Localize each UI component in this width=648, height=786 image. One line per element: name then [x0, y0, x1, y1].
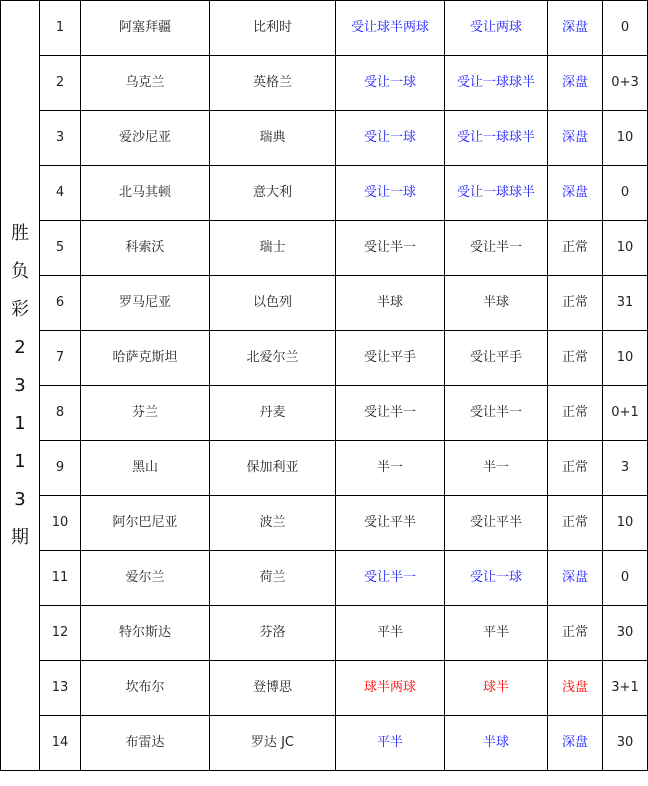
table-row [1, 716, 648, 771]
table-row [1, 1, 648, 56]
match-number-cell: 12 [40, 606, 81, 661]
score-cell: 10 [603, 221, 648, 276]
handicap-current-cell: 受让一球 [445, 551, 548, 606]
score-cell: 10 [603, 496, 648, 551]
issue-title-char: 3 [14, 374, 26, 396]
handicap-depth-cell: 深盘 [548, 716, 603, 771]
handicap-initial-cell: 平半 [336, 716, 445, 771]
issue-title-char: 胜 [11, 222, 29, 244]
handicap-depth-cell: 正常 [548, 221, 603, 276]
score-cell: 10 [603, 331, 648, 386]
handicap-depth-cell: 深盘 [548, 56, 603, 111]
table-row [1, 56, 648, 111]
issue-title-char: 负 [11, 260, 29, 282]
handicap-depth-cell: 正常 [548, 276, 603, 331]
handicap-initial-cell: 受让平手 [336, 331, 445, 386]
match-number-cell: 1 [40, 1, 81, 56]
handicap-current-cell: 受让一球球半 [445, 111, 548, 166]
handicap-initial-cell: 球半两球 [336, 661, 445, 716]
match-number-cell: 13 [40, 661, 81, 716]
away-team-cell: 荷兰 [210, 551, 336, 606]
home-team-cell: 爱尔兰 [81, 551, 210, 606]
handicap-current-cell: 半球 [445, 716, 548, 771]
score-cell: 0+3 [603, 56, 648, 111]
away-team-cell: 保加利亚 [210, 441, 336, 496]
handicap-current-cell: 球半 [445, 661, 548, 716]
score-cell: 31 [603, 276, 648, 331]
table-row [1, 111, 648, 166]
handicap-current-cell: 受让半一 [445, 386, 548, 441]
match-number-cell: 3 [40, 111, 81, 166]
match-number-cell: 6 [40, 276, 81, 331]
handicap-initial-cell: 半球 [336, 276, 445, 331]
handicap-initial-cell: 半一 [336, 441, 445, 496]
handicap-depth-cell: 正常 [548, 441, 603, 496]
handicap-current-cell: 半一 [445, 441, 548, 496]
table-row [1, 661, 648, 716]
table-row [1, 606, 648, 661]
issue-title-char: 3 [14, 488, 26, 510]
match-number-cell: 9 [40, 441, 81, 496]
away-team-cell: 北爱尔兰 [210, 331, 336, 386]
issue-title-char: 1 [14, 450, 26, 472]
table-row [1, 221, 648, 276]
handicap-depth-cell: 正常 [548, 386, 603, 441]
score-cell: 30 [603, 606, 648, 661]
handicap-current-cell: 受让半一 [445, 221, 548, 276]
handicap-initial-cell: 受让球半两球 [336, 1, 445, 56]
match-number-cell: 11 [40, 551, 81, 606]
handicap-depth-cell: 正常 [548, 606, 603, 661]
score-cell: 0+1 [603, 386, 648, 441]
away-team-cell: 瑞典 [210, 111, 336, 166]
away-team-cell: 登博思 [210, 661, 336, 716]
match-number-cell: 2 [40, 56, 81, 111]
table-row [1, 276, 648, 331]
handicap-current-cell: 受让平手 [445, 331, 548, 386]
handicap-depth-cell: 浅盘 [548, 661, 603, 716]
handicap-initial-cell: 受让平半 [336, 496, 445, 551]
table-row [1, 551, 648, 606]
home-team-cell: 科索沃 [81, 221, 210, 276]
away-team-cell: 芬洛 [210, 606, 336, 661]
handicap-depth-cell: 深盘 [548, 551, 603, 606]
score-cell: 3 [603, 441, 648, 496]
away-team-cell: 比利时 [210, 1, 336, 56]
table-row [1, 386, 648, 441]
away-team-cell: 丹麦 [210, 386, 336, 441]
away-team-cell: 波兰 [210, 496, 336, 551]
home-team-cell: 哈萨克斯坦 [81, 331, 210, 386]
handicap-initial-cell: 受让一球 [336, 166, 445, 221]
match-number-cell: 5 [40, 221, 81, 276]
handicap-current-cell: 受让平半 [445, 496, 548, 551]
handicap-depth-cell: 深盘 [548, 166, 603, 221]
issue-title-char: 1 [14, 412, 26, 434]
handicap-current-cell: 受让一球球半 [445, 166, 548, 221]
home-team-cell: 布雷达 [81, 716, 210, 771]
handicap-depth-cell: 正常 [548, 331, 603, 386]
home-team-cell: 乌克兰 [81, 56, 210, 111]
away-team-cell: 以色列 [210, 276, 336, 331]
match-number-cell: 14 [40, 716, 81, 771]
handicap-depth-cell: 深盘 [548, 1, 603, 56]
away-team-cell: 罗达 JC [210, 716, 336, 771]
home-team-cell: 罗马尼亚 [81, 276, 210, 331]
handicap-initial-cell: 受让半一 [336, 221, 445, 276]
home-team-cell: 北马其顿 [81, 166, 210, 221]
away-team-cell: 瑞士 [210, 221, 336, 276]
handicap-current-cell: 受让一球球半 [445, 56, 548, 111]
handicap-current-cell: 平半 [445, 606, 548, 661]
home-team-cell: 黑山 [81, 441, 210, 496]
home-team-cell: 坎布尔 [81, 661, 210, 716]
score-cell: 30 [603, 716, 648, 771]
table-row [1, 441, 648, 496]
issue-title-char: 彩 [11, 298, 29, 320]
home-team-cell: 阿塞拜疆 [81, 1, 210, 56]
score-cell: 3+1 [603, 661, 648, 716]
home-team-cell: 特尔斯达 [81, 606, 210, 661]
match-number-cell: 7 [40, 331, 81, 386]
handicap-initial-cell: 受让半一 [336, 386, 445, 441]
match-number-cell: 4 [40, 166, 81, 221]
handicap-current-cell: 受让两球 [445, 1, 548, 56]
score-cell: 10 [603, 111, 648, 166]
handicap-initial-cell: 平半 [336, 606, 445, 661]
table-body [1, 1, 648, 771]
home-team-cell: 阿尔巴尼亚 [81, 496, 210, 551]
table-row [1, 331, 648, 386]
home-team-cell: 芬兰 [81, 386, 210, 441]
match-number-cell: 10 [40, 496, 81, 551]
table-row [1, 166, 648, 221]
table-row [1, 496, 648, 551]
score-cell: 0 [603, 1, 648, 56]
handicap-initial-cell: 受让一球 [336, 56, 445, 111]
issue-title [1, 1, 40, 771]
handicap-depth-cell: 正常 [548, 496, 603, 551]
away-team-cell: 英格兰 [210, 56, 336, 111]
match-number-cell: 8 [40, 386, 81, 441]
handicap-depth-cell: 深盘 [548, 111, 603, 166]
score-cell: 0 [603, 166, 648, 221]
home-team-cell: 爱沙尼亚 [81, 111, 210, 166]
issue-title-char: 2 [14, 336, 26, 358]
issue-title-char: 期 [11, 526, 29, 548]
score-cell: 0 [603, 551, 648, 606]
handicap-initial-cell: 受让半一 [336, 551, 445, 606]
handicap-initial-cell: 受让一球 [336, 111, 445, 166]
handicap-current-cell: 半球 [445, 276, 548, 331]
away-team-cell: 意大利 [210, 166, 336, 221]
